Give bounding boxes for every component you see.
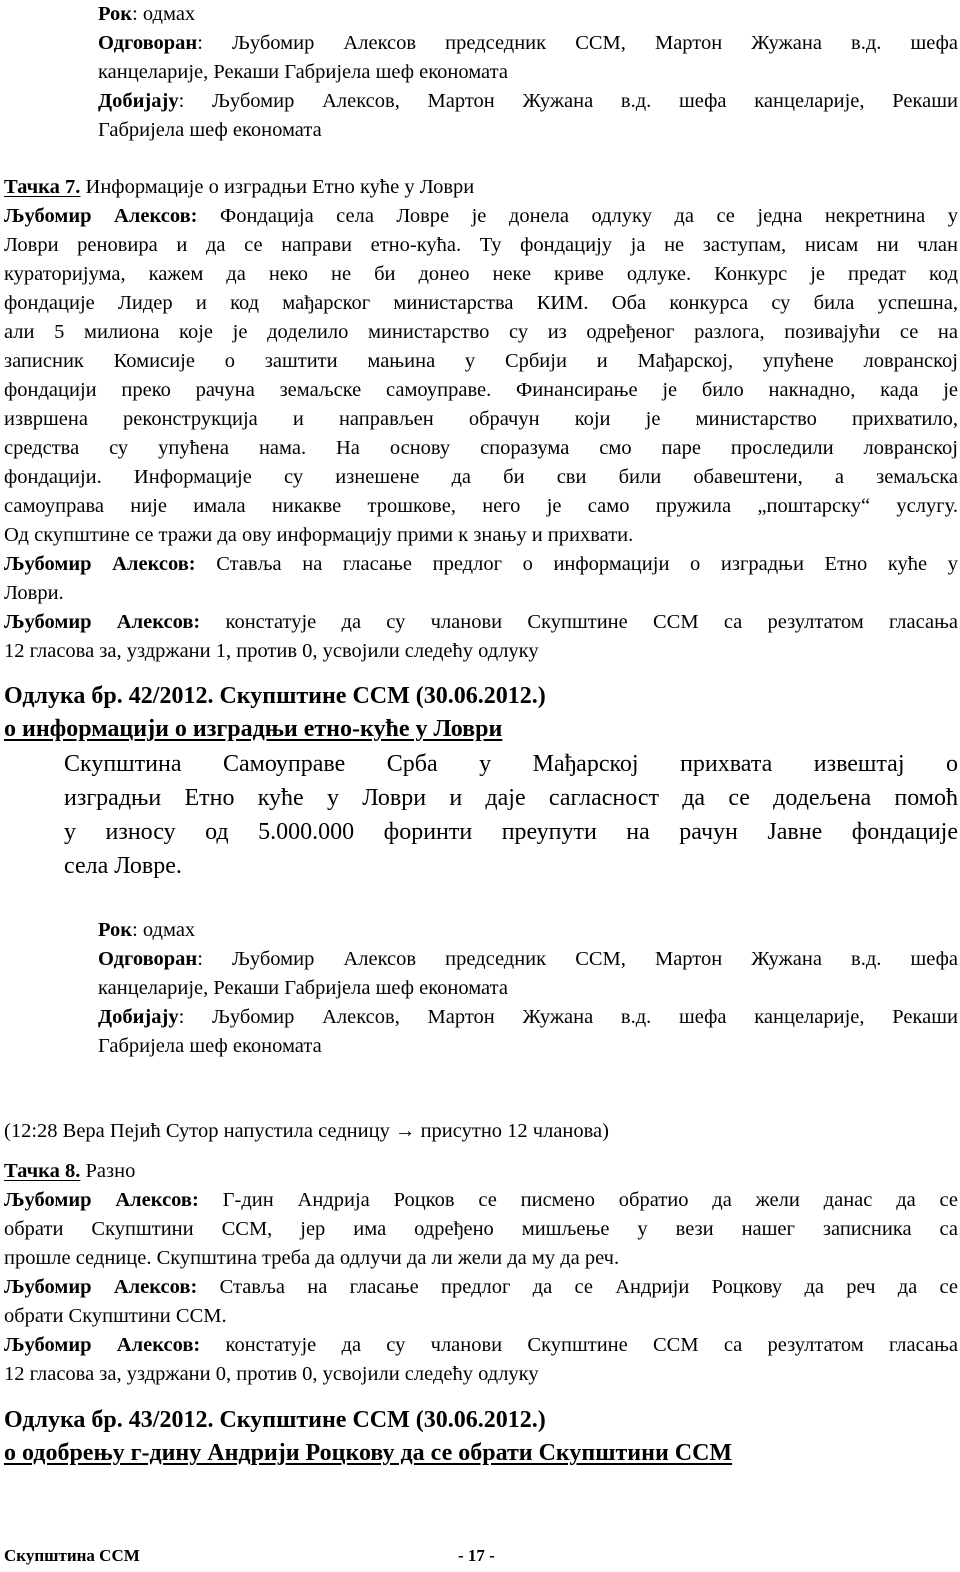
responsible-line	[98, 33, 958, 54]
paragraph-line: обрати Скупштини ССМ.	[4, 1305, 227, 1327]
deadline-value: : одмах	[132, 919, 196, 941]
vote-result: 12 гласова за, уздржани 0, против 0, усвојили следећу одлуку	[4, 1363, 539, 1385]
decision-43-title: Одлука бр. 43/2012. Скупштине ССМ (30.06.2012.)	[4, 1407, 546, 1433]
recipients-line-cont: Габријела шеф економата	[98, 119, 322, 141]
footer-org: Скупштина ССМ	[4, 1546, 140, 1565]
recipients-value: : Љубомир Алексов, Мартон Жужана в.д. шефа канцеларије, Рекаши	[178, 1006, 958, 1028]
item-7-label: Тачка 7.	[4, 176, 81, 198]
item-7-title: Информације о изградњи Етно куће у Ловри	[80, 176, 475, 198]
item-8-label: Тачка 8.	[4, 1160, 81, 1182]
paragraph-line: Ловри реновира и да се направи етно-кућа. Ту фондацију ја не заступам, нисам ни члан	[4, 234, 958, 256]
recipients-line	[98, 91, 958, 112]
paragraph-line	[4, 1335, 958, 1356]
decision-42-text: у износу од 5.000.000 форинти преупути на рачун Јавне фондације	[64, 819, 958, 845]
paragraph-line: али 5 милиона које је доделило министарство су из одређеног разлога, позивајући се на	[4, 321, 958, 343]
paragraph-line: извршена реконструкција и направљен обрачун који је министарство прихватило,	[4, 408, 958, 430]
item-8-heading	[4, 1161, 135, 1182]
paragraph-line: средства су упућена нама. На основу споразума смо паре проследили ловранској	[4, 437, 958, 459]
speaker-name: Љубомир Алексов:	[4, 205, 198, 227]
paragraph-line	[4, 1190, 958, 1211]
deadline-label: Рок	[98, 3, 133, 25]
speaker-name: Љубомир Алексов:	[4, 1189, 199, 1211]
decision-43-subject: о одобрењу г-дину Андрији Роцкову да се обрати Скупштини ССМ	[4, 1440, 733, 1466]
recipients-line-cont: Габријела шеф економата	[98, 1035, 322, 1057]
paragraph-text: Стављa на гласање предлог да се Андрији Роцкову да реч да се	[197, 1276, 958, 1298]
paragraph-line: прошле седнице. Скупштина треба да одлучи да ли жели да му да реч.	[4, 1247, 620, 1269]
paragraph-text: Фондација села Ловре је донела одлуку да се једна некретнина у	[197, 205, 959, 227]
item-8-title: Разно	[80, 1160, 136, 1182]
attendance-note: (12:28 Вера Пејић Сутор напустила седницу → присутно 12 чланова)	[4, 1120, 609, 1142]
speaker-name: Љубомир Алексов:	[4, 1334, 201, 1356]
responsible-line-cont: канцеларије, Рекаши Габријела шеф економата	[98, 61, 508, 83]
paragraph-line	[4, 206, 958, 227]
paragraph-text: Г-дин Андрија Роцков се писмено обратио да жели данас да се	[198, 1189, 958, 1211]
recipients-label: Добијају	[98, 1006, 179, 1028]
responsible-value: : Љубомир Алексов председник ССМ, Мартон Жужана в.д. шефа	[197, 32, 958, 54]
page-number: - 17 -	[458, 1546, 495, 1565]
responsible-label: Одговоран	[98, 32, 198, 54]
decision-42-text: Скупштина Самоуправе Срба у Мађарској прихвата извештај о	[64, 751, 958, 777]
responsible-line	[98, 949, 958, 970]
paragraph-text: констатује да су чланови Скупштине ССМ са резултатом гласања	[200, 611, 959, 633]
paragraph-line	[4, 1277, 958, 1298]
paragraph-line: фондацији преко рачуна земаљске самоуправе. Финансирање је било накнадно, када је	[4, 379, 958, 401]
speaker-name: Љубомир Алексов:	[4, 611, 201, 633]
paragraph-line: кураторијума, кажем да неко не би донео неке криве одлуке. Конкурс је предат код	[4, 263, 958, 285]
item-7-heading	[4, 177, 474, 198]
paragraph-line: Од скупштине се тражи да ову информацију прими к знању и прихвати.	[4, 524, 634, 546]
paragraph-line: самоуправа није имала никакве трошкове, него је само пружила „поштарску“ услугу.	[4, 495, 958, 517]
recipients-label: Добијају	[98, 90, 179, 112]
paragraph-line: записник Комисије о заштити мањина у Србији и Мађарској, упућене ловранској	[4, 350, 958, 372]
decision-42-title: Одлука бр. 42/2012. Скупштине ССМ (30.06.2012.)	[4, 683, 546, 709]
speaker-name: Љубомир Алексов:	[4, 553, 196, 575]
paragraph-text: Стављa на гласање предлог о информацији о изградњи Етно куће у	[195, 553, 959, 575]
paragraph-line: фондацији. Информације су изнешене да би сви били обавештени, а земаљска	[4, 466, 958, 488]
responsible-label: Одговоран	[98, 948, 198, 970]
paragraph-line: фондације Лидер и код мађарског министарства КИМ. Оба конкурса су била успешна,	[4, 292, 958, 314]
deadline-line	[98, 4, 195, 25]
decision-42-text: села Ловре.	[64, 853, 182, 879]
vote-result: 12 гласова за, уздржани 1, против 0, усвојили следећу одлуку	[4, 640, 539, 662]
paragraph-line	[4, 554, 958, 575]
paragraph-text: констатује да су чланови Скупштине ССМ са резултатом гласања	[200, 1334, 959, 1356]
responsible-line-cont: канцеларије, Рекаши Габријела шеф економата	[98, 977, 508, 999]
paragraph-line: обрати Скупштини ССМ, јер има одређено мишљење у вези нашег записника са	[4, 1218, 958, 1240]
decision-42-subject: о информацији о изградњи етно-куће у Ловри	[4, 716, 503, 742]
responsible-value: : Љубомир Алексов председник ССМ, Мартон Жужана в.д. шефа	[197, 948, 958, 970]
decision-42-text: изградњи Етно куће у Ловри и даје сагласност да се додељена помоћ	[64, 785, 958, 811]
deadline-line	[98, 920, 195, 941]
deadline-label: Рок	[98, 919, 133, 941]
paragraph-line	[4, 612, 958, 633]
paragraph-line: Ловри.	[4, 582, 64, 604]
speaker-name: Љубомир Алексов:	[4, 1276, 198, 1298]
recipients-value: : Љубомир Алексов, Мартон Жужана в.д. шефа канцеларије, Рекаши	[178, 90, 958, 112]
recipients-line	[98, 1007, 958, 1028]
deadline-value: : одмах	[132, 3, 196, 25]
